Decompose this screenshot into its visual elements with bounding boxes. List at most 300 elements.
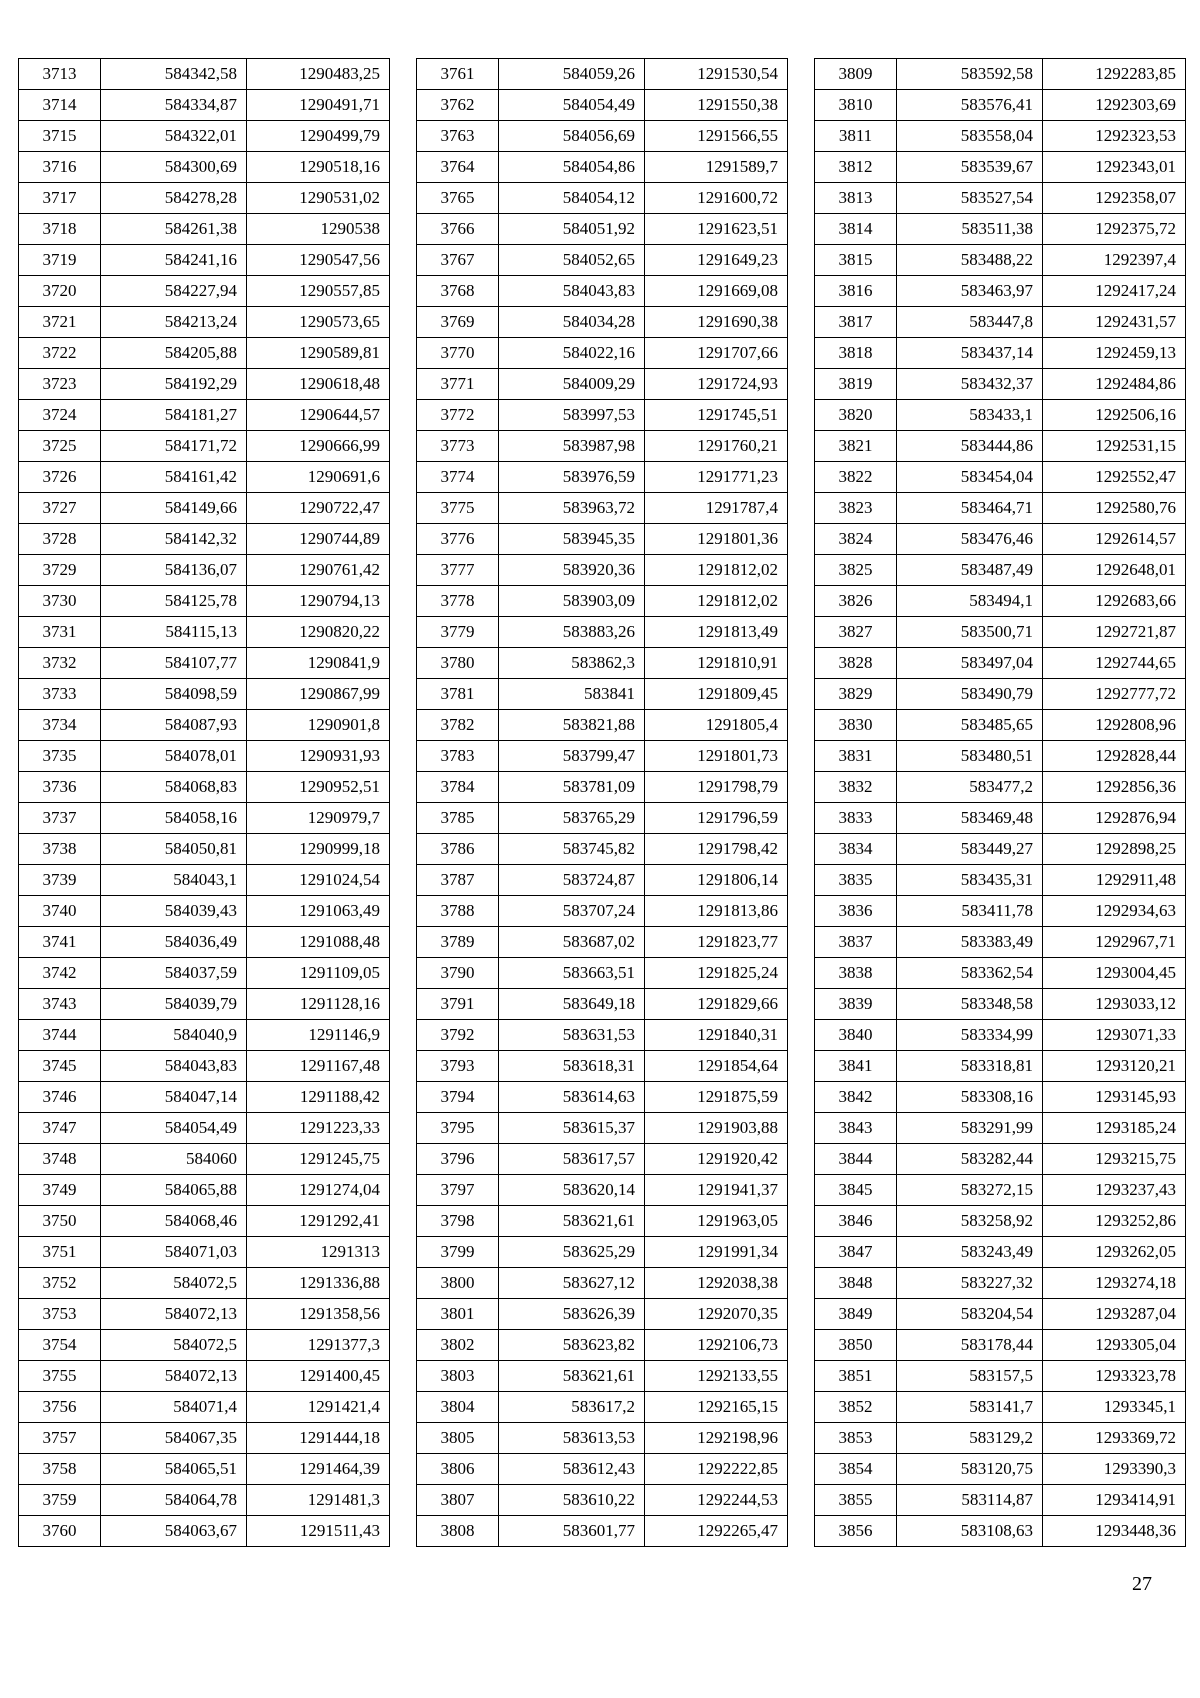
x-coordinate-cell: 584136,07 <box>101 555 247 586</box>
x-coordinate-cell: 583447,8 <box>897 307 1043 338</box>
x-coordinate-cell: 583687,02 <box>499 927 645 958</box>
y-coordinate-cell: 1291796,59 <box>645 803 788 834</box>
y-coordinate-cell: 1291707,66 <box>645 338 788 369</box>
point-number-cell: 3819 <box>815 369 897 400</box>
point-number-cell: 3764 <box>417 152 499 183</box>
y-coordinate-cell: 1290794,13 <box>247 586 390 617</box>
x-coordinate-cell: 584107,77 <box>101 648 247 679</box>
x-coordinate-cell: 584078,01 <box>101 741 247 772</box>
point-number-cell: 3784 <box>417 772 499 803</box>
x-coordinate-cell: 584059,26 <box>499 59 645 90</box>
point-number-cell: 3847 <box>815 1237 897 1268</box>
x-coordinate-cell: 583781,09 <box>499 772 645 803</box>
point-number-cell: 3717 <box>19 183 101 214</box>
y-coordinate-cell: 1290573,65 <box>247 307 390 338</box>
table-row <box>417 834 788 865</box>
table-row <box>417 1299 788 1330</box>
y-coordinate-cell: 1292343,01 <box>1043 152 1186 183</box>
table-row <box>19 121 390 152</box>
table-row <box>417 524 788 555</box>
table-row <box>417 648 788 679</box>
point-number-cell: 3838 <box>815 958 897 989</box>
y-coordinate-cell: 1292484,86 <box>1043 369 1186 400</box>
x-coordinate-cell: 583282,44 <box>897 1144 1043 1175</box>
table-row <box>417 493 788 524</box>
y-coordinate-cell: 1292459,13 <box>1043 338 1186 369</box>
y-coordinate-cell: 1292721,87 <box>1043 617 1186 648</box>
table-row <box>815 1268 1186 1299</box>
point-number-cell: 3815 <box>815 245 897 276</box>
table-row <box>417 772 788 803</box>
x-coordinate-cell: 584149,66 <box>101 493 247 524</box>
table-row <box>815 1454 1186 1485</box>
point-number-cell: 3781 <box>417 679 499 710</box>
point-number-cell: 3736 <box>19 772 101 803</box>
table-row <box>815 1330 1186 1361</box>
point-number-cell: 3789 <box>417 927 499 958</box>
point-number-cell: 3845 <box>815 1175 897 1206</box>
x-coordinate-cell: 583963,72 <box>499 493 645 524</box>
point-number-cell: 3802 <box>417 1330 499 1361</box>
y-coordinate-cell: 1291377,3 <box>247 1330 390 1361</box>
y-coordinate-cell: 1291481,3 <box>247 1485 390 1516</box>
point-number-cell: 3835 <box>815 865 897 896</box>
x-coordinate-cell: 583432,37 <box>897 369 1043 400</box>
table-row <box>815 59 1186 90</box>
x-coordinate-cell: 583476,46 <box>897 524 1043 555</box>
y-coordinate-cell: 1290744,89 <box>247 524 390 555</box>
x-coordinate-cell: 583411,78 <box>897 896 1043 927</box>
point-number-cell: 3726 <box>19 462 101 493</box>
y-coordinate-cell: 1290952,51 <box>247 772 390 803</box>
y-coordinate-cell: 1291903,88 <box>645 1113 788 1144</box>
point-number-cell: 3826 <box>815 586 897 617</box>
point-number-cell: 3836 <box>815 896 897 927</box>
table-row <box>815 865 1186 896</box>
point-number-cell: 3806 <box>417 1454 499 1485</box>
table-row <box>19 1423 390 1454</box>
y-coordinate-cell: 1290979,7 <box>247 803 390 834</box>
table-row <box>19 276 390 307</box>
x-coordinate-cell: 584009,29 <box>499 369 645 400</box>
point-number-cell: 3794 <box>417 1082 499 1113</box>
y-coordinate-cell: 1293071,33 <box>1043 1020 1186 1051</box>
point-number-cell: 3746 <box>19 1082 101 1113</box>
x-coordinate-cell: 583625,29 <box>499 1237 645 1268</box>
point-number-cell: 3778 <box>417 586 499 617</box>
y-coordinate-cell: 1292552,47 <box>1043 462 1186 493</box>
y-coordinate-cell: 1291825,24 <box>645 958 788 989</box>
y-coordinate-cell: 1290538 <box>247 214 390 245</box>
y-coordinate-cell: 1291274,04 <box>247 1175 390 1206</box>
x-coordinate-cell: 583576,41 <box>897 90 1043 121</box>
point-number-cell: 3730 <box>19 586 101 617</box>
x-coordinate-cell: 584039,43 <box>101 896 247 927</box>
point-number-cell: 3798 <box>417 1206 499 1237</box>
point-number-cell: 3851 <box>815 1361 897 1392</box>
point-number-cell: 3776 <box>417 524 499 555</box>
table-row <box>815 1113 1186 1144</box>
y-coordinate-cell: 1291840,31 <box>645 1020 788 1051</box>
table-row <box>815 245 1186 276</box>
point-number-cell: 3827 <box>815 617 897 648</box>
y-coordinate-cell: 1291421,4 <box>247 1392 390 1423</box>
x-coordinate-cell: 583437,14 <box>897 338 1043 369</box>
table-row <box>19 1206 390 1237</box>
table-row <box>417 1392 788 1423</box>
x-coordinate-cell: 583362,54 <box>897 958 1043 989</box>
point-number-cell: 3767 <box>417 245 499 276</box>
point-number-cell: 3779 <box>417 617 499 648</box>
y-coordinate-cell: 1293390,3 <box>1043 1454 1186 1485</box>
y-coordinate-cell: 1292934,63 <box>1043 896 1186 927</box>
table-row <box>815 555 1186 586</box>
x-coordinate-cell: 584054,12 <box>499 183 645 214</box>
table-row <box>815 834 1186 865</box>
table-row <box>417 1485 788 1516</box>
x-coordinate-cell: 583272,15 <box>897 1175 1043 1206</box>
y-coordinate-cell: 1292417,24 <box>1043 276 1186 307</box>
y-coordinate-cell: 1291146,9 <box>247 1020 390 1051</box>
y-coordinate-cell: 1291798,79 <box>645 772 788 803</box>
x-coordinate-cell: 584071,4 <box>101 1392 247 1423</box>
x-coordinate-cell: 583258,92 <box>897 1206 1043 1237</box>
table-row <box>19 617 390 648</box>
x-coordinate-cell: 583841 <box>499 679 645 710</box>
y-coordinate-cell: 1293305,04 <box>1043 1330 1186 1361</box>
x-coordinate-cell: 584060 <box>101 1144 247 1175</box>
table-row <box>19 834 390 865</box>
y-coordinate-cell: 1290820,22 <box>247 617 390 648</box>
table-row <box>417 307 788 338</box>
x-coordinate-cell: 583821,88 <box>499 710 645 741</box>
table-row <box>19 462 390 493</box>
y-coordinate-cell: 1293252,86 <box>1043 1206 1186 1237</box>
table-row <box>815 121 1186 152</box>
y-coordinate-cell: 1290518,16 <box>247 152 390 183</box>
table-row <box>19 183 390 214</box>
y-coordinate-cell: 1293215,75 <box>1043 1144 1186 1175</box>
y-coordinate-cell: 1293274,18 <box>1043 1268 1186 1299</box>
point-number-cell: 3853 <box>815 1423 897 1454</box>
x-coordinate-cell: 583707,24 <box>499 896 645 927</box>
point-number-cell: 3780 <box>417 648 499 679</box>
table-row <box>417 865 788 896</box>
x-coordinate-cell: 583627,12 <box>499 1268 645 1299</box>
point-number-cell: 3760 <box>19 1516 101 1547</box>
y-coordinate-cell: 1291941,37 <box>645 1175 788 1206</box>
table-row <box>19 245 390 276</box>
y-coordinate-cell: 1292198,96 <box>645 1423 788 1454</box>
point-number-cell: 3721 <box>19 307 101 338</box>
point-number-cell: 3855 <box>815 1485 897 1516</box>
point-number-cell: 3782 <box>417 710 499 741</box>
point-number-cell: 3801 <box>417 1299 499 1330</box>
x-coordinate-cell: 584261,38 <box>101 214 247 245</box>
table-row <box>19 1237 390 1268</box>
x-coordinate-cell: 584300,69 <box>101 152 247 183</box>
table-row <box>815 152 1186 183</box>
y-coordinate-cell: 1291875,59 <box>645 1082 788 1113</box>
table-row <box>417 245 788 276</box>
x-coordinate-cell: 583477,2 <box>897 772 1043 803</box>
x-coordinate-cell: 583765,29 <box>499 803 645 834</box>
y-coordinate-cell: 1292165,15 <box>645 1392 788 1423</box>
point-number-cell: 3740 <box>19 896 101 927</box>
table-row <box>19 1330 390 1361</box>
table-row <box>815 400 1186 431</box>
y-coordinate-cell: 1291801,73 <box>645 741 788 772</box>
y-coordinate-cell: 1291167,48 <box>247 1051 390 1082</box>
point-number-cell: 3713 <box>19 59 101 90</box>
table-row <box>417 214 788 245</box>
table-row <box>815 1485 1186 1516</box>
point-number-cell: 3743 <box>19 989 101 1020</box>
table-row <box>815 338 1186 369</box>
y-coordinate-cell: 1290547,56 <box>247 245 390 276</box>
x-coordinate-cell: 583620,14 <box>499 1175 645 1206</box>
table-row <box>815 741 1186 772</box>
point-number-cell: 3744 <box>19 1020 101 1051</box>
x-coordinate-cell: 584043,83 <box>101 1051 247 1082</box>
table-row <box>19 431 390 462</box>
point-number-cell: 3848 <box>815 1268 897 1299</box>
table-row <box>417 1423 788 1454</box>
table-row <box>815 524 1186 555</box>
x-coordinate-cell: 584037,59 <box>101 958 247 989</box>
y-coordinate-cell: 1292967,71 <box>1043 927 1186 958</box>
table-row <box>19 1020 390 1051</box>
point-number-cell: 3742 <box>19 958 101 989</box>
table-row <box>19 1392 390 1423</box>
table-row <box>815 1361 1186 1392</box>
point-number-cell: 3840 <box>815 1020 897 1051</box>
point-number-cell: 3725 <box>19 431 101 462</box>
table-row <box>417 59 788 90</box>
table-row <box>815 1206 1186 1237</box>
y-coordinate-cell: 1292375,72 <box>1043 214 1186 245</box>
table-row <box>19 214 390 245</box>
x-coordinate-cell: 583334,99 <box>897 1020 1043 1051</box>
point-number-cell: 3816 <box>815 276 897 307</box>
x-coordinate-cell: 583883,26 <box>499 617 645 648</box>
point-number-cell: 3846 <box>815 1206 897 1237</box>
y-coordinate-cell: 1291854,64 <box>645 1051 788 1082</box>
point-number-cell: 3756 <box>19 1392 101 1423</box>
y-coordinate-cell: 1291530,54 <box>645 59 788 90</box>
y-coordinate-cell: 1291801,36 <box>645 524 788 555</box>
y-coordinate-cell: 1290999,18 <box>247 834 390 865</box>
point-number-cell: 3728 <box>19 524 101 555</box>
x-coordinate-cell: 584022,16 <box>499 338 645 369</box>
table-row <box>417 555 788 586</box>
y-coordinate-cell: 1292283,85 <box>1043 59 1186 90</box>
y-coordinate-cell: 1291336,88 <box>247 1268 390 1299</box>
point-number-cell: 3751 <box>19 1237 101 1268</box>
table-row <box>815 1423 1186 1454</box>
table-row <box>815 896 1186 927</box>
point-number-cell: 3842 <box>815 1082 897 1113</box>
y-coordinate-cell: 1293120,21 <box>1043 1051 1186 1082</box>
x-coordinate-cell: 583617,57 <box>499 1144 645 1175</box>
x-coordinate-cell: 583291,99 <box>897 1113 1043 1144</box>
x-coordinate-cell: 583464,71 <box>897 493 1043 524</box>
y-coordinate-cell: 1291358,56 <box>247 1299 390 1330</box>
point-number-cell: 3724 <box>19 400 101 431</box>
table-row <box>417 679 788 710</box>
x-coordinate-cell: 583485,65 <box>897 710 1043 741</box>
x-coordinate-cell: 584072,5 <box>101 1330 247 1361</box>
x-coordinate-cell: 583497,04 <box>897 648 1043 679</box>
table-row <box>417 369 788 400</box>
table-row <box>19 524 390 555</box>
x-coordinate-cell: 584064,78 <box>101 1485 247 1516</box>
table-row <box>19 369 390 400</box>
x-coordinate-cell: 584058,16 <box>101 803 247 834</box>
table-row <box>19 927 390 958</box>
table-row <box>19 90 390 121</box>
y-coordinate-cell: 1290841,9 <box>247 648 390 679</box>
x-coordinate-cell: 583558,04 <box>897 121 1043 152</box>
y-coordinate-cell: 1291920,42 <box>645 1144 788 1175</box>
point-number-cell: 3818 <box>815 338 897 369</box>
point-number-cell: 3758 <box>19 1454 101 1485</box>
table-row <box>815 90 1186 121</box>
table-row <box>417 1361 788 1392</box>
table-row <box>417 958 788 989</box>
y-coordinate-cell: 1290931,93 <box>247 741 390 772</box>
point-number-cell: 3790 <box>417 958 499 989</box>
point-number-cell: 3803 <box>417 1361 499 1392</box>
point-number-cell: 3773 <box>417 431 499 462</box>
point-number-cell: 3850 <box>815 1330 897 1361</box>
table-row <box>815 586 1186 617</box>
table-row <box>417 1237 788 1268</box>
point-number-cell: 3722 <box>19 338 101 369</box>
table-row <box>815 462 1186 493</box>
y-coordinate-cell: 1290531,02 <box>247 183 390 214</box>
x-coordinate-cell: 584072,13 <box>101 1361 247 1392</box>
x-coordinate-cell: 583621,61 <box>499 1206 645 1237</box>
table-row <box>815 1051 1186 1082</box>
table-row <box>815 1237 1186 1268</box>
point-number-cell: 3763 <box>417 121 499 152</box>
table-row <box>815 989 1186 1020</box>
x-coordinate-cell: 584065,88 <box>101 1175 247 1206</box>
x-coordinate-cell: 583141,7 <box>897 1392 1043 1423</box>
point-number-cell: 3844 <box>815 1144 897 1175</box>
coordinates-table-2 <box>416 58 788 1547</box>
point-number-cell: 3766 <box>417 214 499 245</box>
point-number-cell: 3792 <box>417 1020 499 1051</box>
table-row <box>19 772 390 803</box>
x-coordinate-cell: 583612,43 <box>499 1454 645 1485</box>
x-coordinate-cell: 583308,16 <box>897 1082 1043 1113</box>
point-number-cell: 3747 <box>19 1113 101 1144</box>
y-coordinate-cell: 1291963,05 <box>645 1206 788 1237</box>
y-coordinate-cell: 1291724,93 <box>645 369 788 400</box>
point-number-cell: 3783 <box>417 741 499 772</box>
y-coordinate-cell: 1291810,91 <box>645 648 788 679</box>
point-number-cell: 3768 <box>417 276 499 307</box>
point-number-cell: 3731 <box>19 617 101 648</box>
x-coordinate-cell: 583592,58 <box>897 59 1043 90</box>
y-coordinate-cell: 1293185,24 <box>1043 1113 1186 1144</box>
point-number-cell: 3719 <box>19 245 101 276</box>
table-row <box>19 710 390 741</box>
x-coordinate-cell: 583178,44 <box>897 1330 1043 1361</box>
x-coordinate-cell: 583527,54 <box>897 183 1043 214</box>
x-coordinate-cell: 583108,63 <box>897 1516 1043 1547</box>
point-number-cell: 3715 <box>19 121 101 152</box>
table-row <box>19 989 390 1020</box>
table-row <box>815 183 1186 214</box>
table-row <box>815 679 1186 710</box>
table-row <box>19 896 390 927</box>
y-coordinate-cell: 1292038,38 <box>645 1268 788 1299</box>
x-coordinate-cell: 583610,22 <box>499 1485 645 1516</box>
x-coordinate-cell: 583433,1 <box>897 400 1043 431</box>
x-coordinate-cell: 584072,5 <box>101 1268 247 1299</box>
table-row <box>19 1051 390 1082</box>
x-coordinate-cell: 584056,69 <box>499 121 645 152</box>
x-coordinate-cell: 584181,27 <box>101 400 247 431</box>
x-coordinate-cell: 584068,83 <box>101 772 247 803</box>
y-coordinate-cell: 1291400,45 <box>247 1361 390 1392</box>
table-row <box>19 803 390 834</box>
point-number-cell: 3752 <box>19 1268 101 1299</box>
x-coordinate-cell: 583204,54 <box>897 1299 1043 1330</box>
y-coordinate-cell: 1292431,57 <box>1043 307 1186 338</box>
table-row <box>19 338 390 369</box>
table-row <box>417 741 788 772</box>
point-number-cell: 3839 <box>815 989 897 1020</box>
table-row <box>417 276 788 307</box>
x-coordinate-cell: 584068,46 <box>101 1206 247 1237</box>
page-number: 27 <box>1132 1573 1152 1595</box>
point-number-cell: 3735 <box>19 741 101 772</box>
point-number-cell: 3830 <box>815 710 897 741</box>
y-coordinate-cell: 1291063,49 <box>247 896 390 927</box>
y-coordinate-cell: 1293004,45 <box>1043 958 1186 989</box>
x-coordinate-cell: 583469,48 <box>897 803 1043 834</box>
table-row <box>815 1516 1186 1547</box>
table-row <box>815 1020 1186 1051</box>
x-coordinate-cell: 583500,71 <box>897 617 1043 648</box>
x-coordinate-cell: 584334,87 <box>101 90 247 121</box>
table-row <box>19 1454 390 1485</box>
point-number-cell: 3737 <box>19 803 101 834</box>
y-coordinate-cell: 1290644,57 <box>247 400 390 431</box>
y-coordinate-cell: 1291813,49 <box>645 617 788 648</box>
y-coordinate-cell: 1291623,51 <box>645 214 788 245</box>
y-coordinate-cell: 1292777,72 <box>1043 679 1186 710</box>
x-coordinate-cell: 584205,88 <box>101 338 247 369</box>
x-coordinate-cell: 583348,58 <box>897 989 1043 1020</box>
x-coordinate-cell: 584161,42 <box>101 462 247 493</box>
x-coordinate-cell: 583626,39 <box>499 1299 645 1330</box>
x-coordinate-cell: 583318,81 <box>897 1051 1043 1082</box>
table-row <box>19 1175 390 1206</box>
x-coordinate-cell: 583490,79 <box>897 679 1043 710</box>
table-row <box>19 1113 390 1144</box>
y-coordinate-cell: 1292531,15 <box>1043 431 1186 462</box>
table-row <box>815 493 1186 524</box>
table-row <box>19 586 390 617</box>
table-row <box>19 307 390 338</box>
table-row <box>19 1299 390 1330</box>
x-coordinate-cell: 583444,86 <box>897 431 1043 462</box>
